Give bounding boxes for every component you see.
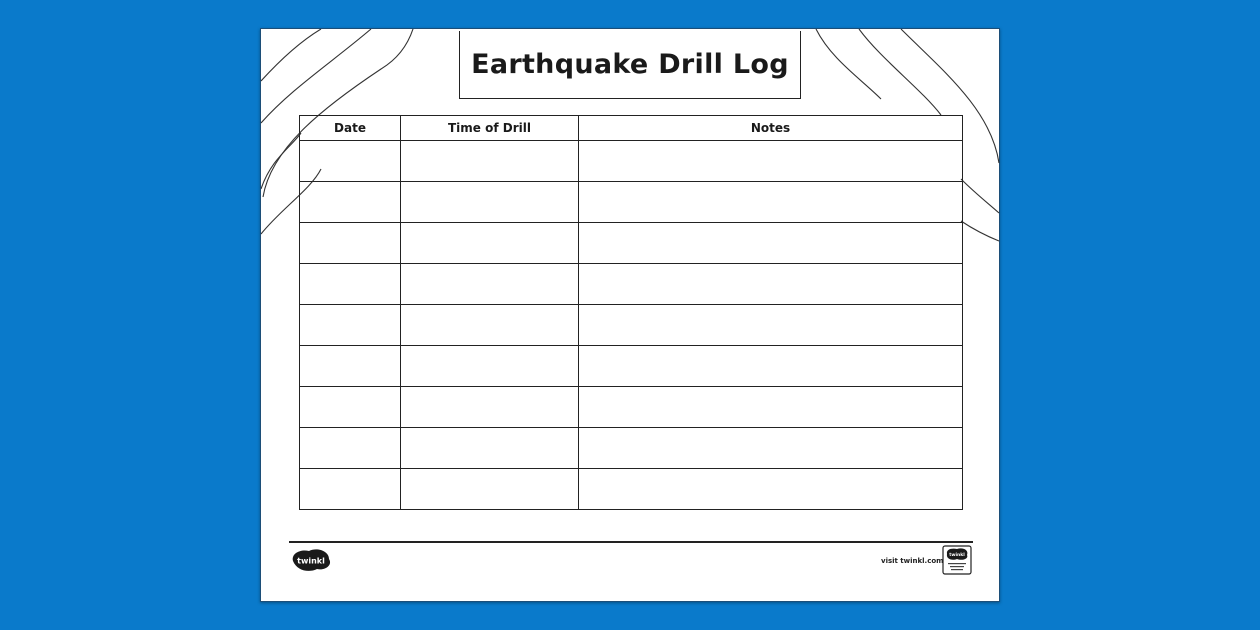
date-cell[interactable] bbox=[300, 428, 401, 469]
time-of-drill-cell[interactable] bbox=[401, 469, 579, 510]
logo-text: twinkl bbox=[297, 556, 325, 566]
notes-cell[interactable] bbox=[579, 346, 963, 387]
time-of-drill-cell[interactable] bbox=[401, 346, 579, 387]
table-header-row bbox=[300, 116, 963, 141]
table-row bbox=[300, 387, 963, 428]
table-row bbox=[300, 264, 963, 305]
table-row bbox=[300, 141, 963, 182]
footer-divider bbox=[289, 541, 973, 543]
table-body bbox=[300, 141, 963, 510]
column-header-notes: Notes bbox=[579, 116, 963, 141]
time-of-drill-cell[interactable] bbox=[401, 387, 579, 428]
notes-cell[interactable] bbox=[579, 469, 963, 510]
time-of-drill-cell[interactable] bbox=[401, 182, 579, 223]
table-row bbox=[300, 182, 963, 223]
twinkl-badge-icon bbox=[942, 545, 972, 575]
notes-cell[interactable] bbox=[579, 387, 963, 428]
time-of-drill-cell[interactable] bbox=[401, 264, 579, 305]
drill-log-table bbox=[299, 115, 963, 510]
notes-cell[interactable] bbox=[579, 428, 963, 469]
notes-cell[interactable] bbox=[579, 182, 963, 223]
twinkl-logo bbox=[289, 547, 333, 573]
worksheet-title: Earthquake Drill Log bbox=[471, 49, 789, 80]
visit-website-link[interactable]: visit twinkl.com bbox=[881, 557, 944, 565]
time-of-drill-cell[interactable] bbox=[401, 305, 579, 346]
date-cell[interactable] bbox=[300, 346, 401, 387]
notes-cell[interactable] bbox=[579, 264, 963, 305]
column-header-time-of-drill: Time of Drill bbox=[401, 116, 579, 141]
time-of-drill-cell[interactable] bbox=[401, 141, 579, 182]
notes-cell[interactable] bbox=[579, 223, 963, 264]
time-of-drill-cell[interactable] bbox=[401, 223, 579, 264]
date-cell[interactable] bbox=[300, 264, 401, 305]
notes-cell[interactable] bbox=[579, 141, 963, 182]
date-cell[interactable] bbox=[300, 469, 401, 510]
time-of-drill-cell[interactable] bbox=[401, 428, 579, 469]
badge-text: twinkl bbox=[949, 553, 965, 558]
date-cell[interactable] bbox=[300, 387, 401, 428]
table-row bbox=[300, 223, 963, 264]
column-header-date: Date bbox=[300, 116, 401, 141]
table-row bbox=[300, 469, 963, 510]
date-cell[interactable] bbox=[300, 305, 401, 346]
date-cell[interactable] bbox=[300, 223, 401, 264]
notes-cell[interactable] bbox=[579, 305, 963, 346]
table-row bbox=[300, 305, 963, 346]
title-box bbox=[459, 31, 801, 99]
worksheet-page bbox=[260, 28, 1000, 602]
table-row bbox=[300, 428, 963, 469]
table-row bbox=[300, 346, 963, 387]
date-cell[interactable] bbox=[300, 141, 401, 182]
date-cell[interactable] bbox=[300, 182, 401, 223]
